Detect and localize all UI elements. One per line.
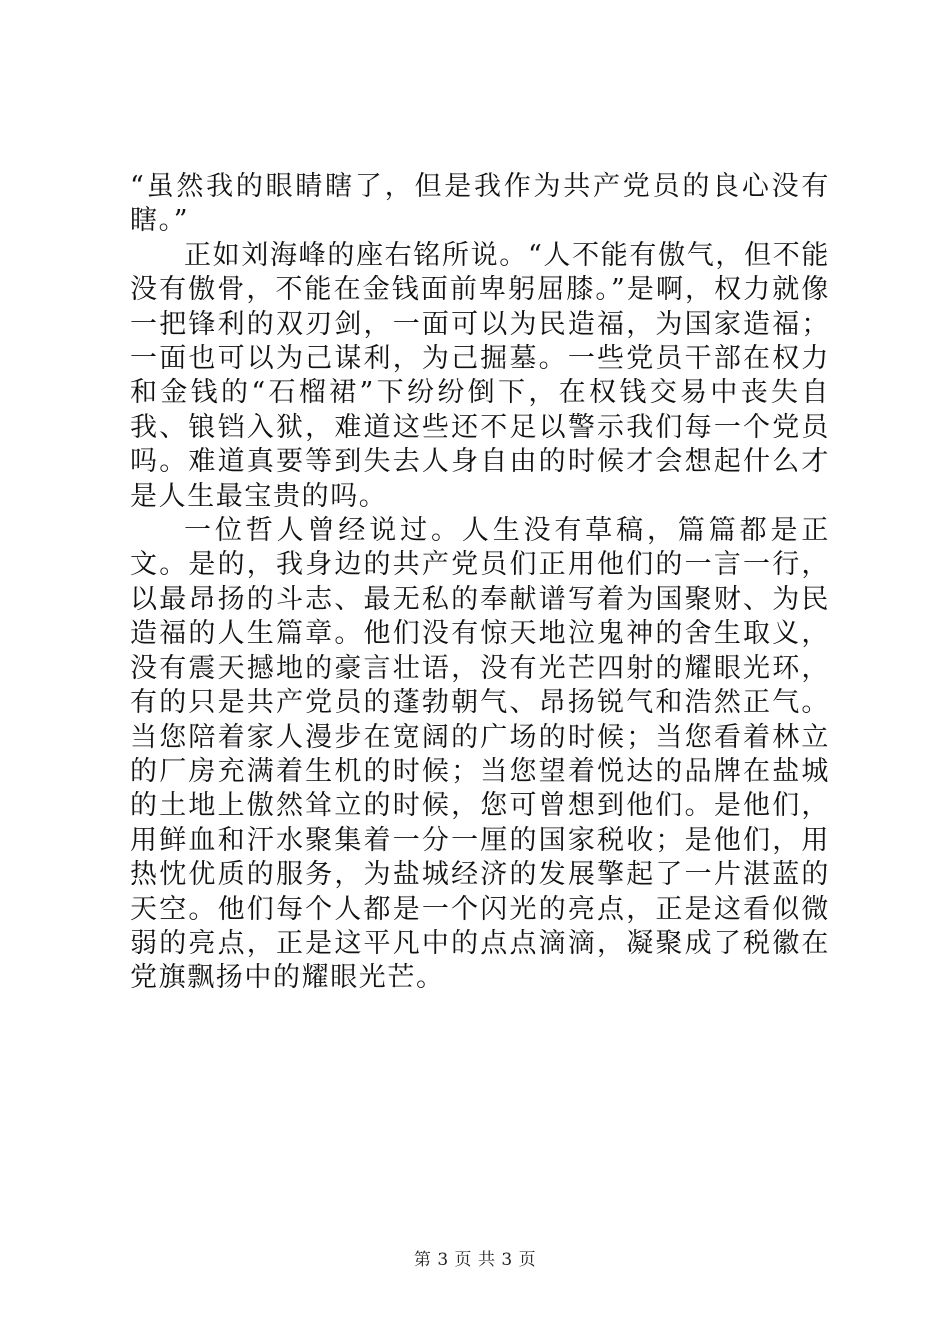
paragraph-quote: “虽然我的眼睛瞎了，但是我作为共产党员的良心没有瞎。” [130,171,830,237]
paragraph-motto: 正如刘海峰的座右铭所说。“人不能有傲气，但不能没有傲骨，不能在金钱面前卑躬屈膝。”是啊，权力就像一把锋利的双刃剑，一面可以为民造福，为国家造福；一面也可以为己谋利，为己掘墓。一些党员干部在权力和金钱的“石榴裙”下纷纷倒下，在权钱交易中丧失自我、锒铛入狱，难道这些还不足以警示我们每一个党员吗。难道真要等到失去人身自由的时候才会想起什么才是人生最宝贵的吗。 [130,239,830,512]
paragraph-philosopher: 一位哲人曾经说过。人生没有草稿，篇篇都是正文。是的，我身边的共产党员们正用他们的一言一行，以最昂扬的斗志、最无私的奉献谱写着为国聚财、为民造福的人生篇章。他们没有惊天地泣鬼神的舍生取义，没有震天撼地的豪言壮语，没有光芒四射的耀眼光环，有的只是共产党员的蓬勃朝气、昂扬锐气和浩然正气。当您陪着家人漫步在宽阔的广场的时候；当您看着林立的厂房充满着生机的时候；当您望着悦达的品牌在盐城的土地上傲然耸立的时候，您可曾想到他们。是他们，用鲜血和汗水聚集着一分一厘的国家税收；是他们，用热忱优质的服务，为盐城经济的发展擎起了一片湛蓝的天空。他们每个人都是一个闪光的亮点，正是这看似微弱的亮点，正是这平凡中的点点滴滴，凝聚成了税徽在党旗飘扬中的耀眼光芒。 [130,515,830,994]
page-number-footer: 第 3 页 共 3 页 [413,1250,537,1270]
document-body [130,170,830,996]
